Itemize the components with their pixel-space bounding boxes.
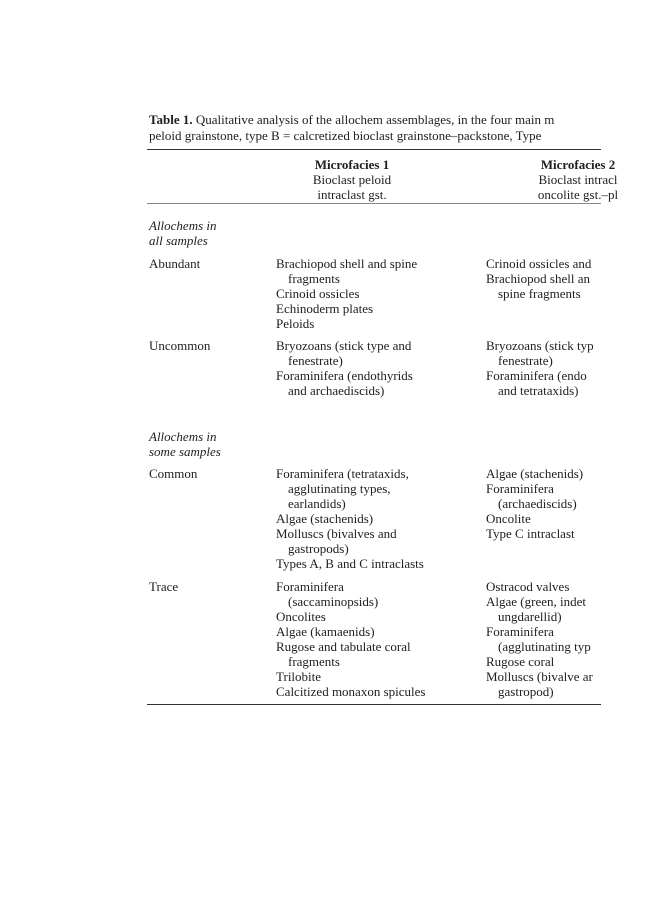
list-item: Foraminifera	[276, 579, 344, 594]
list-item: Molluscs (bivalve ar	[486, 669, 593, 684]
column-title: Microfacies 1	[314, 157, 390, 172]
list-item-cont: agglutinating types,	[288, 481, 391, 496]
list-item-cont: fenestrate)	[288, 353, 343, 368]
column-subtitle: oncolite gst.–pl	[537, 187, 619, 202]
list-item-cont: fragments	[288, 654, 340, 669]
list-item: Bryozoans (stick type and	[276, 338, 412, 353]
column-header-mf2	[498, 157, 658, 202]
list-item: Brachiopod shell and spine	[276, 256, 418, 271]
list-item-cont: ungdarellid)	[498, 609, 562, 624]
list-item-cont: fragments	[288, 271, 340, 286]
list-item-cont: spine fragments	[498, 286, 581, 301]
list-abundant-mf2	[486, 256, 591, 301]
list-item-cont: (saccaminopsids)	[288, 594, 379, 609]
column-subtitle: Bioclast peloid	[312, 172, 392, 187]
column-subtitle: Bioclast intracl	[538, 172, 618, 187]
list-item: Crinoid ossicles and	[486, 256, 592, 271]
list-item: Foraminifera	[486, 624, 554, 639]
section-heading-some: Allochems in some samples	[149, 429, 221, 459]
list-item: Calcitized monaxon spicules	[276, 684, 426, 699]
list-item: Peloids	[276, 316, 315, 331]
list-item: Ostracod valves	[486, 579, 570, 594]
bottom-rule	[147, 704, 601, 705]
list-uncommon-mf2	[486, 338, 594, 398]
list-item-cont: gastropods)	[288, 541, 349, 556]
row-label-uncommon: Uncommon	[149, 338, 211, 353]
list-item: Rugose and tabulate coral	[276, 639, 411, 654]
list-item: Type C intraclast	[486, 526, 575, 541]
column-title: Microfacies 2	[540, 157, 616, 172]
section-heading-all: Allochems in all samples	[149, 218, 217, 248]
list-item: Foraminifera (endo	[486, 368, 587, 383]
row-label-abundant: Abundant	[149, 256, 201, 271]
list-item-cont: (agglutinating typ	[498, 639, 591, 654]
list-item: Algae (stachenids)	[276, 511, 374, 526]
list-item: Types A, B and C intraclasts	[276, 556, 424, 571]
list-common-mf2	[486, 466, 583, 541]
list-item-cont: and archaediscids)	[288, 383, 385, 398]
list-item: Algae (green, indet	[486, 594, 586, 609]
list-item-cont: earlandids)	[288, 496, 346, 511]
list-item: Echinoderm plates	[276, 301, 374, 316]
column-subtitle: intraclast gst.	[317, 187, 387, 202]
list-item: Algae (stachenids)	[486, 466, 584, 481]
top-rule	[147, 149, 601, 150]
list-item: Brachiopod shell an	[486, 271, 590, 286]
list-item-cont: and tetrataxids)	[498, 383, 579, 398]
table-label: Table 1.	[149, 112, 193, 127]
list-item: Oncolite	[486, 511, 531, 526]
list-trace-mf2	[486, 579, 593, 699]
list-abundant-mf1	[276, 256, 417, 331]
list-item: Foraminifera (tetrataxids,	[276, 466, 409, 481]
caption-text-1: Qualitative analysis of the allochem assemblages, in the four main m	[195, 112, 555, 127]
row-label-common: Common	[149, 466, 198, 481]
list-item: Bryozoans (stick typ	[486, 338, 594, 353]
list-uncommon-mf1	[276, 338, 413, 398]
list-item: Oncolites	[276, 609, 326, 624]
caption-text-2: peloid grainstone, type B = calcretized bioclast grainstone–packstone, Typе	[149, 128, 542, 143]
row-label-trace: Trace	[149, 579, 179, 594]
header-rule	[147, 203, 601, 204]
list-trace-mf1	[276, 579, 425, 699]
list-item-cont: fenestrate)	[498, 353, 553, 368]
column-header-mf1	[272, 157, 432, 202]
table-caption-line-2	[149, 128, 541, 143]
list-common-mf1	[276, 466, 424, 571]
table-caption-line-1	[149, 112, 554, 127]
list-item: Algae (kamaenids)	[276, 624, 375, 639]
list-item: Rugose coral	[486, 654, 555, 669]
list-item: Molluscs (bivalves and	[276, 526, 397, 541]
list-item: Crinoid ossicles	[276, 286, 360, 301]
list-item: Foraminifera (endothyrids	[276, 368, 413, 383]
list-item-cont: gastropod)	[498, 684, 554, 699]
list-item: Trilobite	[276, 669, 322, 684]
list-item: Foraminifera	[486, 481, 554, 496]
list-item-cont: (archaediscids)	[498, 496, 577, 511]
